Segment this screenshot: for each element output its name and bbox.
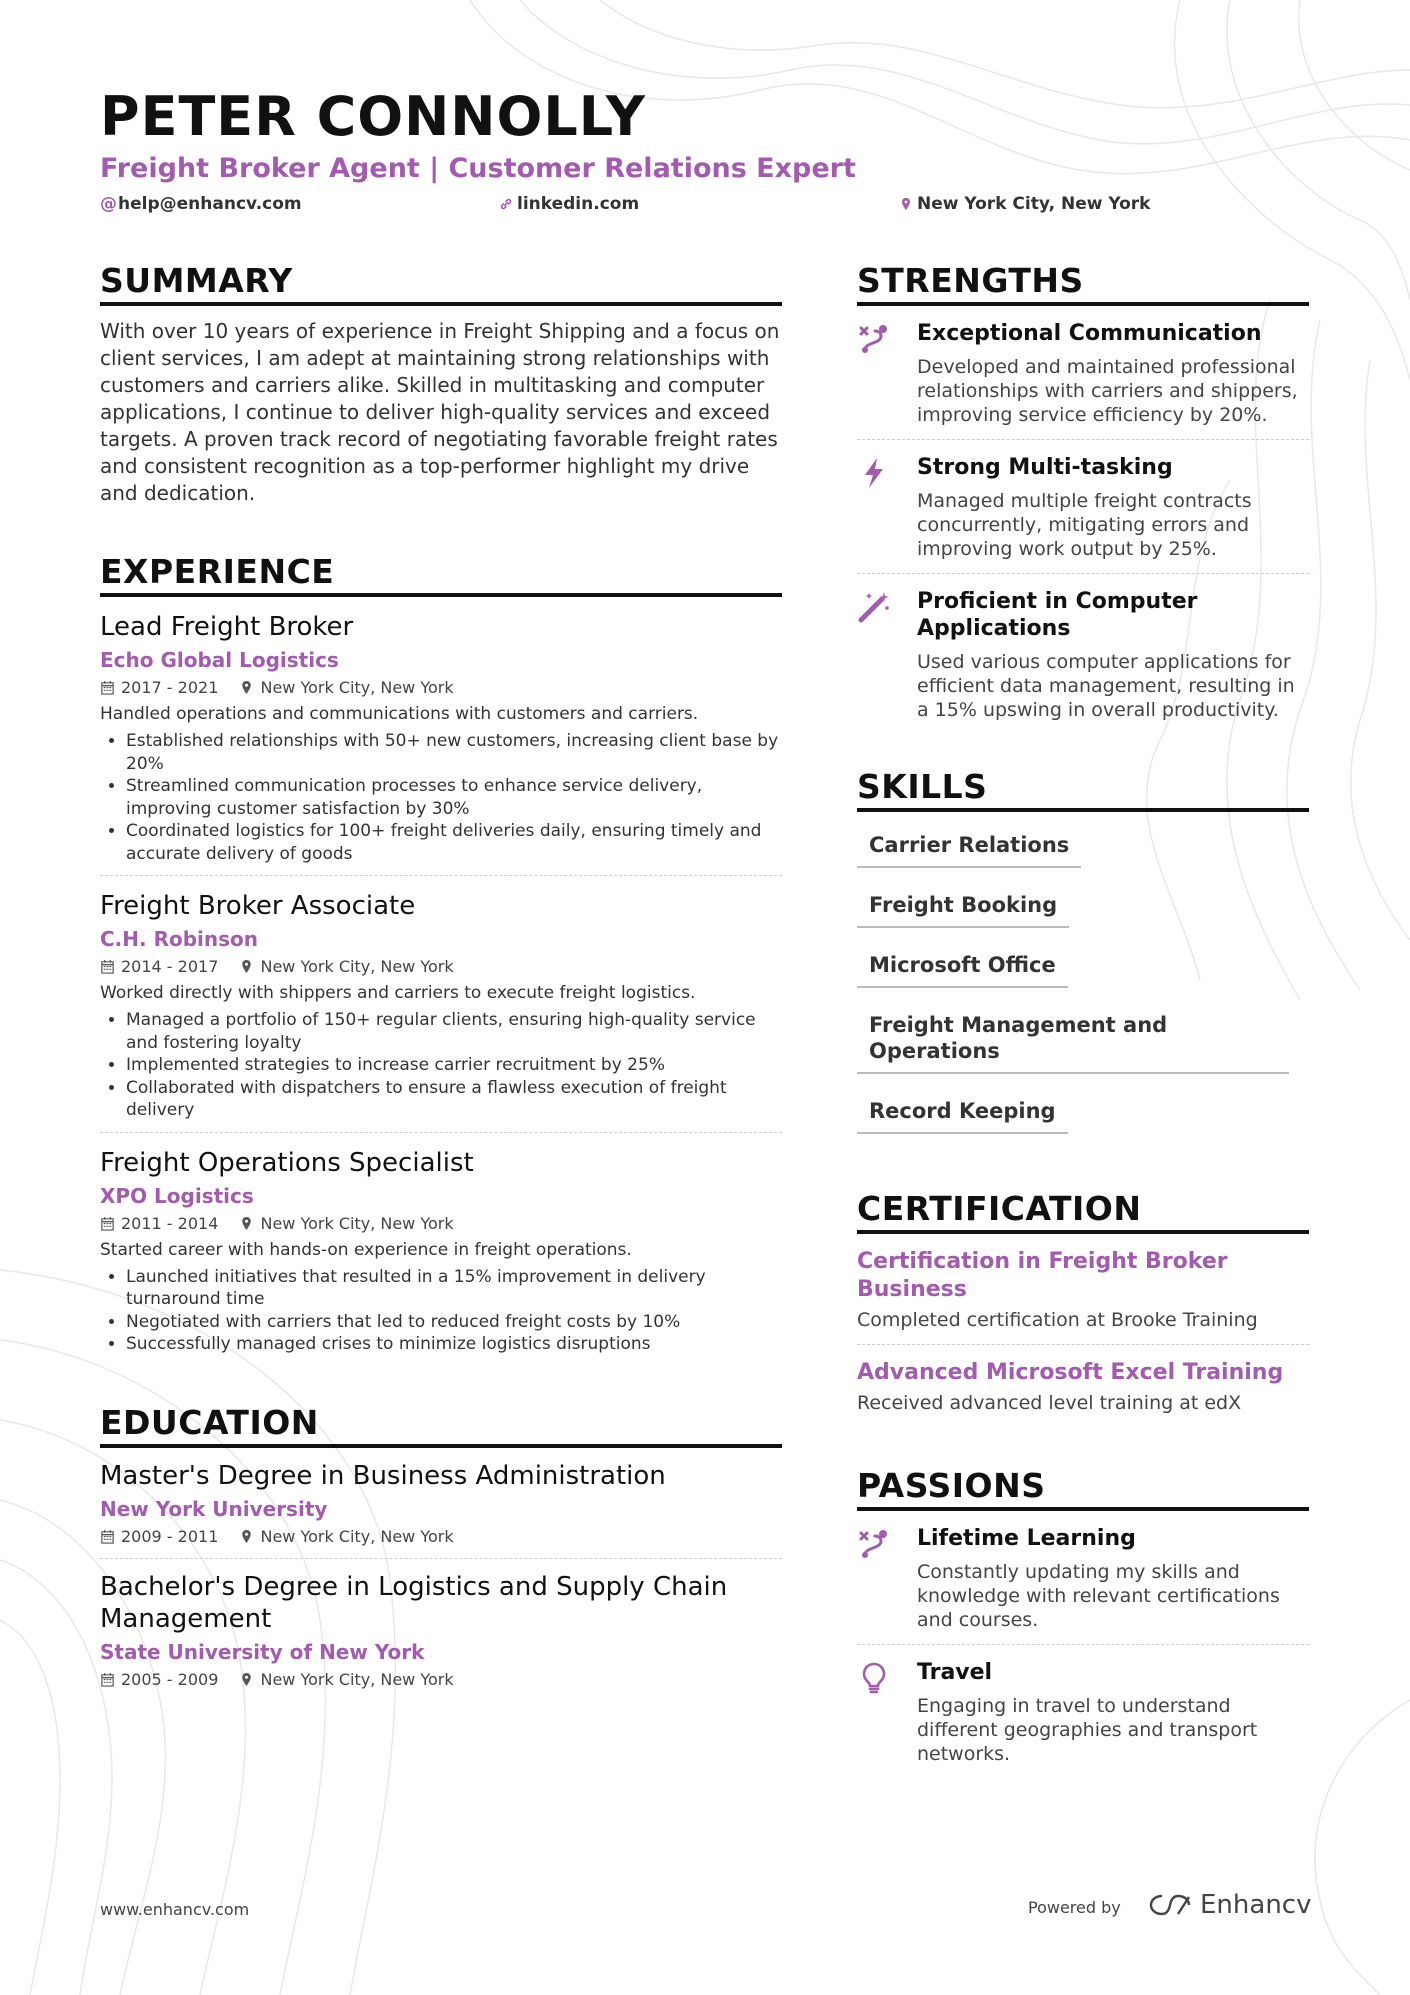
- strength-item: [857, 306, 1309, 440]
- job-bullets: [100, 1009, 782, 1122]
- map-pin-icon: [239, 1672, 254, 1687]
- job-meta: [100, 1213, 782, 1235]
- strength-title: Exceptional Communication: [917, 321, 1262, 346]
- passion-title: Lifetime Learning: [917, 1526, 1136, 1551]
- map-pin-icon: [239, 1216, 254, 1231]
- bullet-item: • Managed a portfolio of 150+ regular clients, ensuring high-quality service and fostering loyalty: [126, 1009, 782, 1054]
- bullet-item: • Successfully managed crises to minimize logistics disruptions: [126, 1333, 782, 1356]
- strength-item: [857, 574, 1309, 734]
- education-location: New York City, New York: [260, 1669, 454, 1689]
- job-description: Handled operations and communications with customers and carriers.: [100, 704, 699, 724]
- bullet-item: • Negotiated with carriers that led to reduced freight costs by 10%: [126, 1311, 782, 1334]
- education-meta: [100, 1669, 782, 1691]
- contact-email[interactable]: [100, 193, 302, 215]
- company-name: XPO Logistics: [100, 1183, 254, 1208]
- job-title: Lead Freight Broker: [100, 612, 354, 642]
- job-dates: 2014 - 2017: [121, 957, 219, 976]
- job-title: Freight Operations Specialist: [100, 1147, 474, 1178]
- bullet-item: • Implemented strategies to increase carrier recruitment by 25%: [126, 1054, 782, 1077]
- strengths-title: STRENGTHS: [857, 262, 1309, 306]
- strength-description: Managed multiple freight contracts concurrently, mitigating errors and improving work output by 25%.: [917, 490, 1252, 560]
- calendar-icon: [100, 680, 115, 695]
- certification-item: [857, 1234, 1309, 1345]
- strength-description: Used various computer applications for efficient data management, resulting in a 15% upswing in overall productivity.: [917, 651, 1295, 721]
- summary-title: SUMMARY: [100, 262, 782, 306]
- passion-item: [857, 1645, 1309, 1778]
- strength-description: Developed and maintained professional relationships with carriers and shippers, improving service efficiency by 20%.: [917, 356, 1298, 426]
- skills-section: [857, 768, 1309, 1152]
- job-meta: [100, 956, 782, 978]
- location-text: New York City, New York: [917, 194, 1151, 214]
- enhancv-logo-icon: [1148, 1892, 1192, 1918]
- route-icon: [857, 322, 891, 356]
- school-name: State University of New York: [100, 1639, 425, 1664]
- passion-title: Travel: [917, 1660, 993, 1685]
- education-dates: 2005 - 2009: [121, 1669, 219, 1689]
- map-pin-icon: [899, 193, 917, 215]
- summary-text: With over 10 years of experience in Freight Shipping and a focus on client services, I am adept at maintaining strong relationships with customers and carriers alike. Skilled in multitasking and computer applications, I continue to deliver high-quality services and exceed targets. A proven track record of negotiating favorable freight rates and consistent recognition as a top-performer highlight my drive and dedication.: [100, 319, 780, 505]
- calendar-icon: [100, 1216, 115, 1231]
- company-name: C.H. Robinson: [100, 927, 259, 951]
- bullet-item: • Launched initiatives that resulted in a 15% improvement in delivery turnaround time: [126, 1266, 782, 1311]
- education-meta: [100, 1526, 782, 1548]
- skill-tag: Record Keeping: [857, 1092, 1068, 1134]
- strength-item: [857, 440, 1309, 574]
- right-column: [857, 262, 1309, 1778]
- passions-section: [857, 1467, 1309, 1778]
- contact-location: [899, 193, 1150, 215]
- education-title: EDUCATION: [100, 1404, 782, 1448]
- job-description: Worked directly with shippers and carriers to execute freight logistics.: [100, 983, 696, 1003]
- passion-item: [857, 1511, 1309, 1645]
- at-icon: @: [100, 194, 117, 214]
- certification-description: Completed certification at Brooke Training: [857, 1309, 1258, 1331]
- education-location: New York City, New York: [260, 1526, 454, 1546]
- experience-title: EXPERIENCE: [100, 553, 782, 597]
- bullet-item: • Streamlined communication processes to enhance service delivery, improving customer satisfaction by 30%: [126, 775, 782, 820]
- degree-title: Master's Degree in Business Administration: [100, 1460, 666, 1491]
- calendar-icon: [100, 959, 115, 974]
- job-location: New York City, New York: [260, 1213, 454, 1233]
- skills-list: [857, 826, 1309, 1152]
- linkedin-text: linkedin.com: [517, 194, 640, 214]
- job-title: Freight Broker Associate: [100, 891, 416, 921]
- certification-description: Received advanced level training at edX: [857, 1392, 1242, 1414]
- certification-name: Certification in Freight Broker Business: [857, 1249, 1228, 1302]
- job-description: Started career with hands-on experience in freight operations.: [100, 1239, 632, 1260]
- education-section: [100, 1404, 782, 1701]
- job-location: New York City, New York: [260, 957, 454, 976]
- experience-item: [100, 876, 782, 1133]
- education-item: [100, 1559, 782, 1701]
- calendar-icon: [100, 1529, 115, 1544]
- passions-title: PASSIONS: [857, 1467, 1309, 1511]
- link-icon: [499, 193, 517, 215]
- job-bullets: [100, 1266, 782, 1356]
- school-name: New York University: [100, 1496, 328, 1521]
- map-pin-icon: [239, 680, 254, 695]
- skills-title: SKILLS: [857, 768, 1309, 812]
- lightbulb-icon: [857, 1661, 891, 1695]
- experience-section: [100, 553, 782, 1366]
- enhancv-logo[interactable]: [1148, 1890, 1311, 1920]
- education-item: [100, 1448, 782, 1559]
- job-dates: 2011 - 2014: [121, 1213, 219, 1233]
- experience-item: [100, 1133, 782, 1366]
- experience-item: [100, 597, 782, 876]
- route-icon: [857, 1527, 891, 1561]
- certification-name: Advanced Microsoft Excel Training: [857, 1360, 1284, 1385]
- lightning-icon: [857, 456, 891, 490]
- powered-by-label: Powered by: [1028, 1898, 1121, 1917]
- left-column: [100, 262, 782, 1701]
- passion-description: Engaging in travel to understand different geographies and transport networks.: [917, 1695, 1258, 1765]
- skill-tag: Freight Booking: [857, 886, 1069, 928]
- footer-url[interactable]: www.enhancv.com: [100, 1900, 250, 1919]
- passion-description: Constantly updating my skills and knowledge with relevant certifications and courses.: [917, 1561, 1280, 1631]
- brand-name: Enhancv: [1200, 1890, 1312, 1920]
- strength-title: Proficient in Computer Applications: [917, 589, 1198, 641]
- skill-tag: Microsoft Office: [857, 946, 1068, 988]
- degree-title: Bachelor's Degree in Logistics and Supply Chain Management: [100, 1571, 728, 1634]
- bullet-item: • Coordinated logistics for 100+ freight deliveries daily, ensuring timely and accurate delivery of goods: [126, 820, 782, 865]
- magic-wand-icon: [857, 590, 891, 624]
- education-dates: 2009 - 2011: [121, 1526, 219, 1546]
- company-name: Echo Global Logistics: [100, 648, 339, 672]
- map-pin-icon: [239, 959, 254, 974]
- certification-title: CERTIFICATION: [857, 1190, 1309, 1234]
- strengths-section: [857, 262, 1309, 734]
- job-dates: 2017 - 2021: [121, 678, 219, 697]
- candidate-name: PETER CONNOLLY: [100, 85, 646, 148]
- headline: Freight Broker Agent | Customer Relations Expert: [100, 153, 856, 184]
- job-location: New York City, New York: [260, 678, 454, 697]
- email-text: help@enhancv.com: [118, 194, 302, 214]
- calendar-icon: [100, 1672, 115, 1687]
- summary-section: [100, 262, 782, 507]
- strength-title: Strong Multi-tasking: [917, 455, 1173, 480]
- bullet-item: • Collaborated with dispatchers to ensure a flawless execution of freight delivery: [126, 1077, 782, 1122]
- job-bullets: [100, 730, 782, 865]
- certification-item: [857, 1345, 1309, 1427]
- bullet-item: • Established relationships with 50+ new customers, increasing client base by 20%: [126, 730, 782, 775]
- job-meta: [100, 677, 782, 699]
- map-pin-icon: [239, 1529, 254, 1544]
- contact-linkedin[interactable]: [499, 193, 639, 215]
- skill-tag: Carrier Relations: [857, 826, 1081, 868]
- certification-section: [857, 1190, 1309, 1427]
- skill-tag: Freight Management and Operations: [857, 1006, 1289, 1074]
